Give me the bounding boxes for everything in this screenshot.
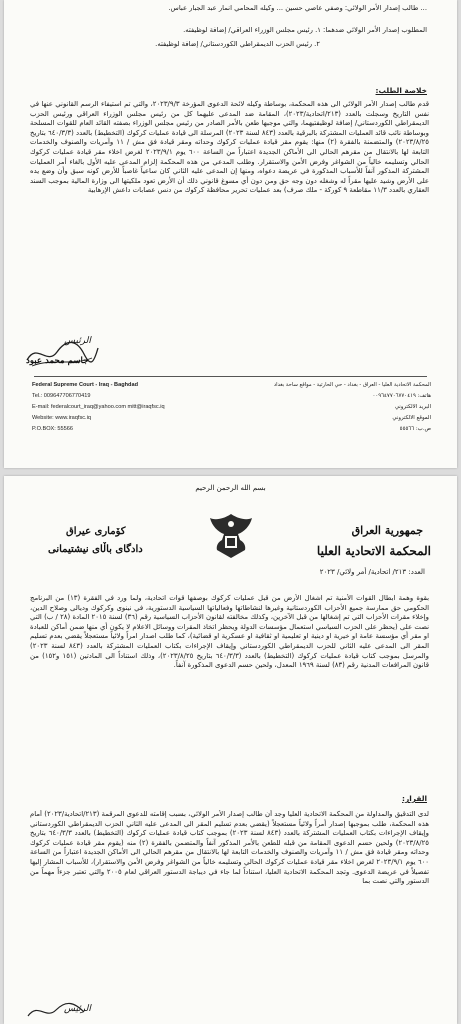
- header-court-ar: المحكمة الاتحادية العليا: [316, 544, 431, 558]
- body-paragraph-2: لدى التدقيق والمداولة من المحكمة الاتحادية العليا وجد أن طالب إصدار الأمر الولائي، بسبب إقامته للدعوى المرقمة (٢١٣/اتحادية/٢٠٢٣) أمام هذه المحكمة، طلب بموجبها إصدار أمراً ولائياً مستعجلاً (يقضي بعدم تسليم المقر الى المدعى عليه الثاني الحزب الديمقراطي الكوردستاني وإيقاف الإجراءات بكتاب العمليات المشتركة بالعدد (٨٤٣ لسنة ٢٠٢٣) بموجب كتاب قيادة عمليات كركوك (التخطيط) بالعدد ٦٤٠/٣/٣ بتاريخ ٢٠٢٣/٨/٢٥) ولحين حسم الدعوى المقامة من قبله للطعن بالأمر المذكور آنفاً والمتضمن بالفقرة (٢) منه (يقوم مقر قيادة عمليات كركوك وحداته ومقر قيادة فق مش / ١١ وآمريات والصنوف والخدمات التابعة لها بالانتقال من مقرهم الحالي الى الأماكن الجديدة اعتباراً من الساعة ٦٠٠ يوم ٢٠٢٣/٩/١ لغرض اخلاء مقر قيادة عمليات كركوك الحالي وتسليمه خالياً من الشواغر وفرض الأمن والاستقرار)، للأسباب المشار إليها تفصيلاً في عريضة الدعوى. وتجد المحكمة الاتحادية العليا، استناداً لما جاء في ديباجة الدستور العراقي لعام ٢٠٠٥ والتي تعتبر جزءاً مهماً من الدستور والتي نصت بما: [30, 810, 429, 886]
- footer-email-ar: البريد الالكتروني: [394, 404, 431, 410]
- footer-email-en: E-mail: federalcourt_iraq@yahoo.com mitt@iraqfsc.iq: [32, 404, 165, 410]
- footer-tel-ar: هاتف: ٠٠٩٦٤٧٧٠٦٧٧٠٤١٩: [372, 393, 431, 399]
- body-paragraph-1: بقوة وهمة ابطال القوات الأمنية تم اشغال الأرض من قبل عمليات كركوك بوصفها قوات اتحادية، ولما ورد في الفقرة (١٣) من البرنامج الحكومي حق ممارسة جميع الأحزاب الكوردستانية وغيرها لنشاطاتها وفعالياتها السياسية الدستورية، في نينوى وكركوك وديالى وصلاح الدين، وإخلاء مقرات الأحزاب التي تم إشغالها من قبل الآخرين، وكذلك مخالفته لقانون الأحزاب السياسية رقم (٣٦) لسنة ٢٠١٥ المادة (٢٨ / ب) التي نصت على (يحظر على الحزب السياسي استعمال مؤسسات الدولة ويحظر اتخاذ المقرات ووسائل الاعلام لا يكون أي منها ضمن أماكن للعبادة او مقر أي مؤسسة عامة او خيرية او دينية او تعليمية او ثقافية او عسكرية او قضائية)، كما طلب اصدار امراً ولائياً مستعجلاً يقضي بعدم تسليم المقر الى المدعى عليه الثاني للحزب الديمقراطي الكوردستاني وإيقاف الإجراءات بكتاب العمليات المشتركة بالعدد (٨٤٣ لسنة ٢٠٢٣) والمرسل بموجب كتاب قيادة عمليات كركوك (التخطيط) بالعدد (٦٤٠/٣/٣ بتاريخ ٢٠٢٣/٨/٢٥)، وذلك استناداً الى المادتين (١٥١ و١٥٢) من قانون المرافعات المدنية رقم (٨٣) لسنة ١٩٦٩ المعدل، ولحين حسم الدعوى المذكورة آنفاً.: [30, 594, 429, 670]
- footer-website-en: Website: www.iraqfsc.iq: [32, 415, 91, 421]
- signature-title: الرئيس: [64, 336, 91, 346]
- footer-court-name-en: Federal Supreme Court - Iraq - Baghdad: [32, 382, 138, 388]
- decision-title: القرار:: [402, 794, 427, 803]
- document-page-1: [4, 0, 457, 468]
- header-republic-ar: جمهورية العراق: [351, 524, 423, 537]
- footer-divider: [34, 376, 427, 377]
- footer-court-address-ar: المحكمة الاتحادية العليا - العراق - بغداد - حي الحارثية - مواقع ساحة بغداد: [273, 382, 431, 388]
- basmala: بسم الله الرحمن الرحيم: [195, 484, 266, 492]
- respondents-line-1: المطلوب إصدار الأمر الولائي ضدهما: ١. رئيس مجلس الوزراء العراقي/ إضافة لوظيفته.: [183, 26, 427, 34]
- claimant-line: ... طالب إصدار الأمر الولائي: وصفي عاصي حسين ... وكيله المحامي انمار عبد الجبار عباس.: [168, 4, 427, 12]
- signature-mark-page2: [24, 998, 94, 1022]
- header-republic-ku: كۆماری عیراق: [66, 526, 126, 537]
- iraq-emblem-icon: [208, 510, 254, 562]
- document-page-2: [4, 476, 457, 1024]
- case-number: العدد: ٢١٣/ اتحادية/ أمر ولائي/ ٢٠٢٣: [319, 568, 425, 576]
- signature-title-page2: الرئيس: [64, 1004, 91, 1014]
- signature-name: جاسم محمد عبود: [26, 356, 89, 366]
- footer-tel-en: Tel.: 009647706770419: [32, 393, 91, 399]
- summary-body: قدم طالب إصدار الأمر الولائي الى هذه المحكمة، بوساطة وكيله لائحة الدعوى المؤرخة ٢٠٢٣/٩/٣، والتي تم استيفاء الرسم القانوني عنها في نفس التاريخ وسجلت بالعدد (٢١٣/اتحادية/٢٠٢٣)، المقامة ضد المدعى عليهما كل من رئيس مجلس الوزراء العراقي ورئيس الحزب الديمقراطي الكوردستاني/ إضافة لوظيفتيهما، والتي موجبها طعن بالأمر الصادر من رئيس مجلس الوزراء بصفته القائد العام للقوات المسلحة وبوساطة نائب قائد العمليات المشتركة بالبرقية بالعدد (٨٤٣ لسنة ٢٠٢٣) المرسلة الى قيادة عمليات كركوك (التخطيط) بالعدد (٦٤٠/٣/٣ بتاريخ ٢٠٢٣/٨/٢٥) والمتضمنة بالفقرة (٢) منها: يقوم مقر قيادة عمليات كركوك وحداته ومقر قيادة فق مش / ١١ وآمريات والصنوف والخدمات التابعة لها بالانتقال من مقرهم الحالي الى الأماكن الجديدة اعتباراً من الساعة ٦٠٠ يوم ٢٠٢٣/٩/١ لغرض اخلاء مقر قيادة عمليات كركوك الحالي وتسليمه خالياً من الشواغر وفرض الأمن والاستقرار. وطلب المدعي من هذه المحكمة إلزام المدعى عليه الأول بالغاء أمر العمليات المشتركة المذكور آنفاً للأسباب المذكورة في عريضة دعواه، ومنها إن المدعى عليه الثاني كان ساعياً غاصباً للأرض كونه سبق وأن وضع يده على الأرض وشيد عليها مقراً له وشغله دون وجه حق ومن دون أي مسوغ قانوني ذلك أن الأرض تعود ملكيتها الى وزارة المالية بموجب السند العقاري بالعدد ١١/٣ مقاطعة ٩ كوركة - ملك صرف) بعد عمليات تحرير محافظة كركوك من دنس عصابات داعش الإرهابية: [30, 100, 429, 195]
- footer-pobox-ar: ص.ب: ٥٥٥٦٦: [399, 426, 431, 432]
- footer-website-ar: الموقع الالكتروني: [392, 415, 431, 421]
- footer-pobox-en: P.O.BOX: 55566: [32, 426, 73, 432]
- respondents-line-2: ٢. رئيس الحزب الديمقراطي الكوردستاني/ إضافة لوظيفته.: [155, 40, 320, 48]
- header-court-ku: دادگای باڵای نیشتیمانی: [48, 544, 143, 555]
- summary-title: خلاصة الطلب:: [375, 86, 427, 95]
- signature-mark: [22, 332, 102, 372]
